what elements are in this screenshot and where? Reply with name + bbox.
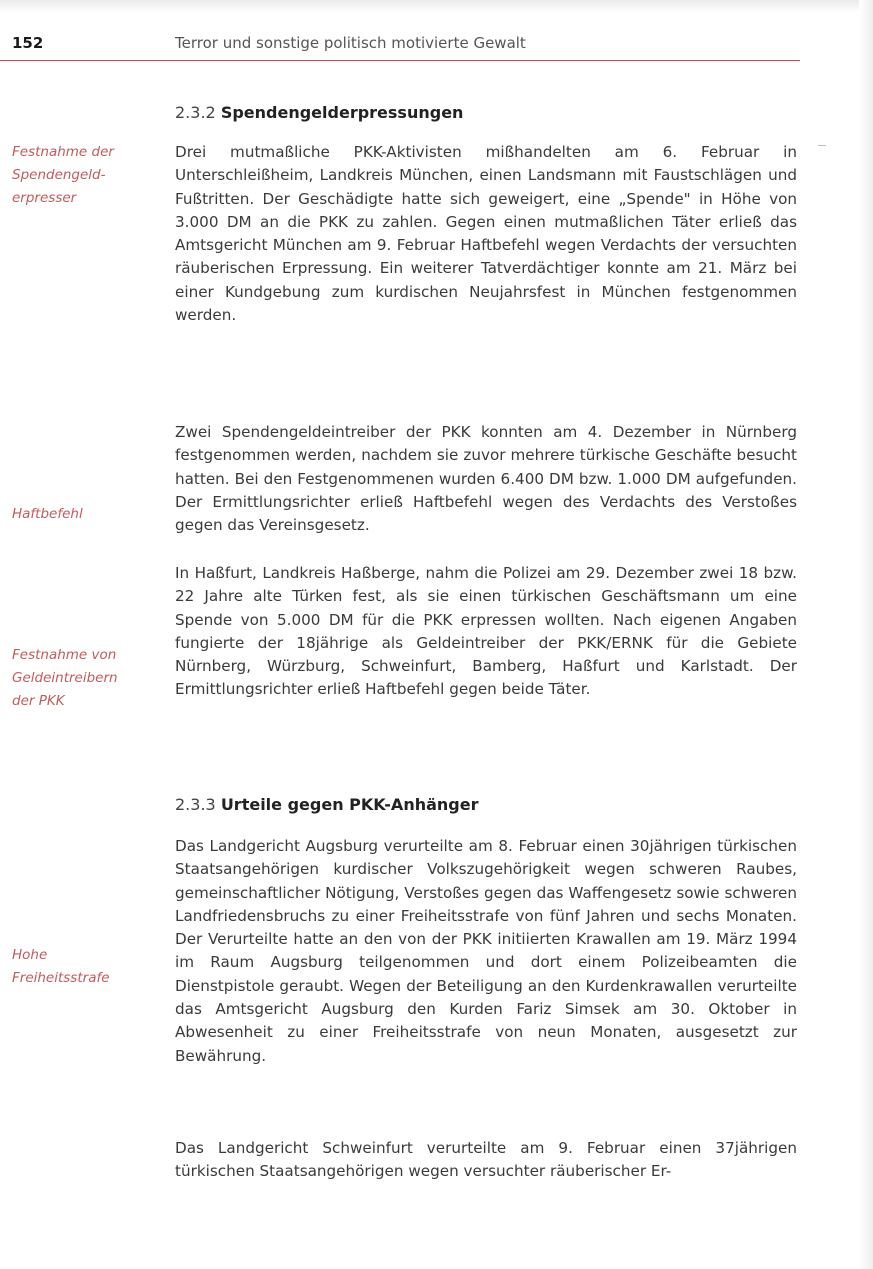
margin-note-festnahme-spendengelderpresser: Festnahme der Spendengeld-erpresser — [12, 144, 114, 206]
top-edge-shading — [0, 0, 873, 12]
page-number: 152 — [12, 34, 44, 52]
paragraph-3: In Haßfurt, Landkreis Haßberge, nahm die Polizei am 29. Dezember zwei 18 bzw. 22 Jahre alte Türken fest, als sie einen türkischen Geschäftsmann um eine Spende von 5.000 DM für die PKK erpressen wollten. Nach eigenen Angaben fungierte der 18jährige als Geldeintreiber der PKK/ERNK für die Gebiete Nürnberg, Würzburg, Schweinfurt, Bamberg, Haßfurt und Karlstadt. Der Ermittlungsrichter erließ Haftbefehl gegen beide Täter. — [175, 564, 797, 699]
paragraph-4: Das Landgericht Augsburg verurteilte am 8. Februar einen 30jährigen türkischen Staatsangehörigen kurdischer Volkszugehörigkeit wegen schweren Raubes, gemeinschaftlicher Nötigung, Verstoßes gegen das Waffengesetz sowie schweren Landfriedensbruchs zu einer Freiheitsstrafe von fünf Jahren und sechs Monaten. Der Verurteilte hatte an den von der PKK initiierten Krawallen am 19. März 1994 im Raum Augsburg teilgenommen und dort einem Polizeibeamten die Dienstpistole geraubt. Wegen der Beteiligung an den Kurdenkrawallen verurteilte das Amtsgericht Augsburg den Kurden Fariz Simsek am 30. Oktober in Abwesenheit zu einer Freiheitsstrafe von neun Monaten, ausgesetzt zur Bewährung. — [175, 837, 797, 1065]
paragraph-1: Drei mutmaßliche PKK-Aktivisten mißhandelten am 6. Februar in Unterschleißheim, Landkreis München, einen Landsmann mit Faustschlägen und Fußtritten. Der Geschädigte hatte sich geweigert, eine „Spende" in Höhe von 3.000 DM an die PKK zu zahlen. Gegen einen mutmaßlichen Täter erließ das Amtsgericht München am 9. Februar Haftbefehl wegen Verdachts der versuchten räuberischen Erpressung. Ein weiterer Tatverdächtiger konnte am 21. März bei einer Kundgebung zum kurdischen Neujahrsfest in München festgenommen werden. — [175, 143, 797, 325]
right-edge-shading — [859, 0, 873, 1269]
section-title: Urteile gegen PKK-Anhänger — [220, 795, 479, 814]
margin-note-hohe-freiheitsstrafe: Hohe Freiheitsstrafe — [12, 947, 110, 986]
running-title: Terror und sonstige politisch motivierte Gewalt — [175, 34, 526, 52]
paragraph-5: Das Landgericht Schweinfurt verurteilte am 9. Februar einen 37jährigen türkischen Staatsangehörigen wegen versuchter räuberischer Er- — [175, 1139, 797, 1181]
stray-mark — [818, 145, 826, 146]
section-title: Spendengelderpressungen — [220, 103, 464, 122]
page-header — [0, 30, 800, 60]
section-heading-2-3-3 — [175, 795, 478, 814]
section-number: 2.3.3 — [175, 795, 216, 814]
section-heading-2-3-2 — [175, 103, 463, 122]
section-number: 2.3.2 — [175, 103, 216, 122]
header-rule — [0, 60, 800, 61]
margin-note-festnahme-geldeintreiber: Festnahme von Geldeintreibern der PKK — [12, 647, 118, 709]
paragraph-2: Zwei Spendengeldeintreiber der PKK konnten am 4. Dezember in Nürnberg festgenommen werden, nachdem sie zuvor mehrere türkische Geschäfte besucht hatten. Bei den Festgenommenen wurden 6.400 DM bzw. 1.000 DM aufgefunden. Der Ermittlungsrichter erließ Haftbefehl wegen des Verdachts des Verstoßes gegen das Vereinsgesetz. — [175, 423, 797, 535]
margin-note-haftbefehl: Haftbefehl — [12, 506, 83, 522]
